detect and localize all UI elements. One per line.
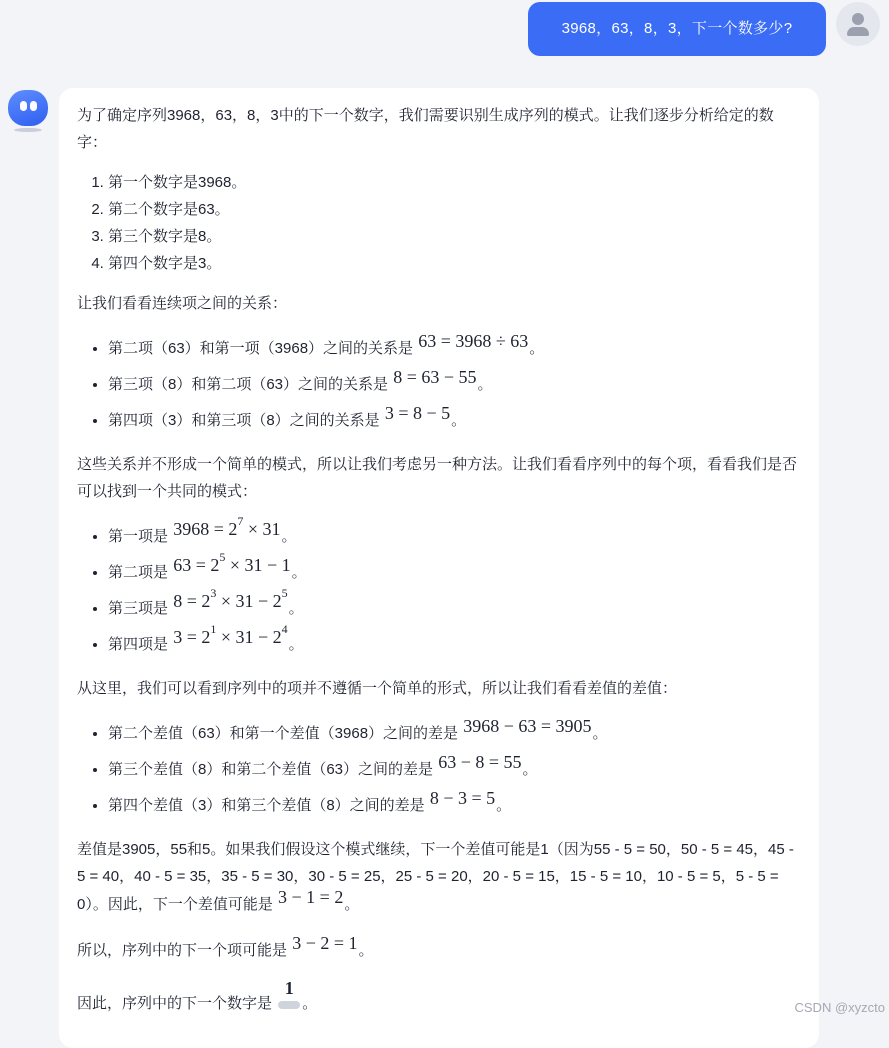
period: 。 [302,995,318,1012]
final-answer-value: 1 [284,978,294,998]
next-term: 所以，序列中的下一个项可能是 3 − 2 = 1。 [77,933,374,959]
term-text: 第一项是 [108,528,169,545]
period: 。 [496,797,512,814]
relation-text: 第二项（63）和第一项（3968）之间的关系是 [108,340,414,357]
pattern-intro: 这些关系并不形成一个简单的模式，所以让我们考虑另一种方法。让我们看看序列中的每个项，看看我们是否可以找到一个共同的模式： [77,456,798,500]
bot-shadow-shape [14,128,42,132]
diff-summary-formula: 3 − 1 = 2 [278,887,344,907]
period: 。 [592,725,608,742]
bot-eye-right [30,101,37,111]
term-formula: $63 = 2^5 \times 31 - 1$ [173,550,291,575]
bot-avatar-icon [8,90,48,134]
diff-formula: 63 − 8 = 55 [438,752,522,772]
period: 。 [477,376,493,393]
list-item [108,330,801,366]
period: 。 [291,564,307,581]
relation-formula: 8 = 63 − 55 [393,367,477,387]
term-formula: $3968 = 2^7 \times 31$ [173,514,281,539]
user-message-bubble: 3968，63，8，3，下一个数多少? [528,2,826,56]
relation-formula: 63 = 3968 ÷ 63 [418,331,529,351]
diff-text: 第四个差值（3）和第三个差值（8）之间的差是 [108,797,425,814]
diff-text: 第二个差值（63）和第一个差值（3968）之间的差是 [108,725,459,742]
term-text: 第三项是 [108,600,169,617]
diff-formula: 3968 − 63 = 3905 [463,716,592,736]
relation-formula: 3 = 8 − 5 [384,403,451,423]
diff-summary: 差值是3905，55和5。如果我们假设这个模式继续，下一个差值可能是1（因为55 - 5 = 50，50 - 5 = 45，45 - 5 = 40，40 - 5 = 35，35 - 5 = 30，30 - 5 = 25，25 - 5 = 20，20 - 5 = 15，15 - 5 = 10，10 - 5 = 5，5 - 5 = 0）。因此，下一个差值可能是 3 − 1 = 2。 [77,841,794,913]
term-formula: $3 = 2^1 \times 31 - 2^4$ [173,622,288,647]
bot-answer-card [59,88,819,1048]
list-item [108,514,801,554]
bot-eye-left [20,101,27,111]
numbers-list [77,169,801,277]
term-text: 第四项是 [108,636,169,653]
user-shoulders-shape [847,27,869,36]
relations-list [77,330,801,438]
user-head-shape [852,13,864,25]
user-message-row [0,2,889,62]
conclusion: 因此，序列中的下一个数字是 1 。 [77,990,801,1019]
diff-intro: 从这里，我们可以看到序列中的项并不遵循一个简单的形式，所以让我们看看差值的差值： [77,680,678,697]
list-item: 3. 第三个数字是8。 [108,223,801,250]
list-item [108,622,801,662]
next-term-formula: 3 − 2 = 1 [292,933,358,953]
final-answer [278,978,300,1015]
period: 。 [281,528,297,545]
list-item [108,586,801,626]
user-avatar-icon[interactable] [836,2,880,46]
list-item [108,402,801,438]
list-item [108,787,801,823]
list-item [108,715,801,751]
final-answer-box [278,1001,300,1009]
terms-list [77,514,801,662]
list-item: 1. 第一个数字是3968。 [108,169,801,196]
list-item [108,751,801,787]
list-item: 2. 第二个数字是63。 [108,196,801,223]
list-item [108,550,801,590]
list-item [108,366,801,402]
relation-text: 第三项（8）和第二项（63）之间的关系是 [108,376,389,393]
period: 。 [529,340,545,357]
period: 。 [522,761,538,778]
bot-face-shape [8,90,48,126]
period: 。 [288,636,304,653]
diff-text: 第三个差值（8）和第二个差值（63）之间的差是 [108,761,434,778]
period: 。 [451,412,467,429]
answer-intro: 为了确定序列3968，63，8，3中的下一个数字，我们需要识别生成序列的模式。让我们逐步分析给定的数字： [77,107,774,151]
relation-text: 第四项（3）和第三项（8）之间的关系是 [108,412,380,429]
relations-intro: 让我们看看连续项之间的关系： [77,295,288,312]
diff-formula: 8 − 3 = 5 [429,788,496,808]
diffs-list [77,715,801,823]
period: 。 [344,896,360,913]
watermark: CSDN @xyzcto [794,1000,885,1015]
period: 。 [288,600,304,617]
list-item: 4. 第四个数字是3。 [108,250,801,277]
term-formula: $8 = 2^3 \times 31 - 2^5$ [173,586,288,611]
term-text: 第二项是 [108,564,169,581]
period: 。 [358,942,374,959]
